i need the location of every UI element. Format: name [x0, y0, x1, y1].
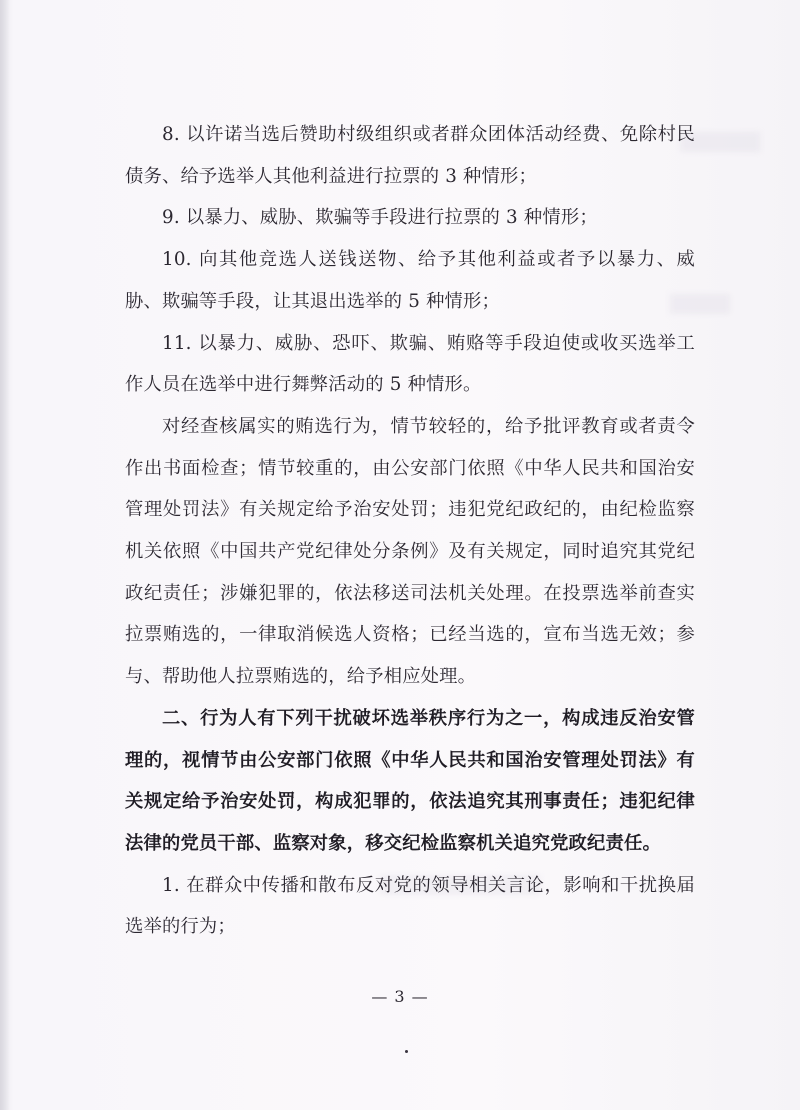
paragraph-item-10: 10. 向其他竞选人送钱送物、给予其他利益或者予以暴力、威胁、欺骗等手段，让其退出选举的 5 种情形；	[125, 249, 695, 312]
section-heading-two: 二、行为人有下列干扰破坏选举秩序行为之一，构成违反治安管理的，视情节由公安部门依照《中华人民共和国治安管理处罚法》有关规定给予治安处罚，构成犯罪的，依法追究其刑事责任；违犯纪律法律的党员干部、监察对象，移交纪检监察机关追究党政纪责任。	[125, 707, 695, 854]
binding-hole-mark	[405, 1050, 408, 1053]
body-text	[125, 114, 695, 948]
paragraph-item-8: 8. 以许诺当选后赞助村级组织或者群众团体活动经费、免除村民债务、给予选举人其他利益进行拉票的 3 种情形；	[125, 124, 695, 187]
page-number: — 3 —	[371, 987, 429, 1006]
paragraph-item-1: 1. 在群众中传播和散布反对党的领导相关言论，影响和干扰换届选举的行为；	[125, 874, 695, 938]
paragraph-item-11: 11. 以暴力、威胁、恐吓、欺骗、贿赂等手段迫使或收买选举工作人员在选举中进行舞弊活动的 5 种情形。	[125, 332, 695, 396]
paragraph-bribery-handling: 对经查核属实的贿选行为，情节较轻的，给予批评教育或者责令作出书面检查；情节较重的，由公安部门依照《中华人民共和国治安管理处罚法》有关规定给予治安处罚；违犯党纪政纪的，由纪检监察机关依照《中国共产党纪律处分条例》及有关规定，同时追究其党纪政纪责任；涉嫌犯罪的，依法移送司法机关处理。在投票选举前查实拉票贿选的，一律取消候选人资格；已经当选的，宣布当选无效；参与、帮助他人拉票贿选的，给予相应处理。	[125, 415, 695, 688]
scan-shadow-edge	[0, 0, 10, 1110]
paragraph-item-9: 9. 以暴力、威胁、欺骗等手段进行拉票的 3 种情形；	[162, 207, 598, 229]
